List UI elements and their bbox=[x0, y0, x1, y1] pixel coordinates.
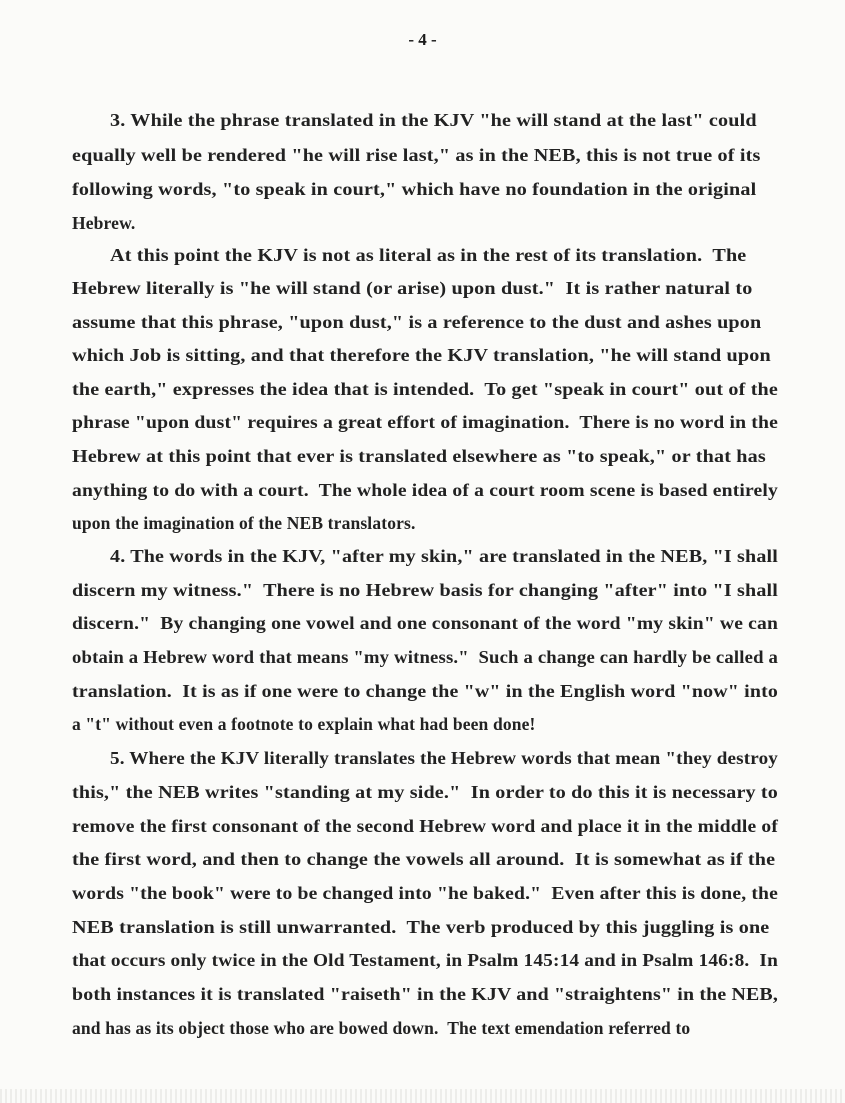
text-line: phrase "upon dust" requires a great effort of imagination. There is no word in the bbox=[72, 412, 778, 432]
text-line: a "t" without even a footnote to explain what had been done! bbox=[72, 714, 536, 734]
text-line: the earth," expresses the idea that is intended. To get "speak in court" out of the bbox=[72, 379, 778, 399]
text-line: which Job is sitting, and that therefore the KJV translation, "he will stand upon bbox=[72, 345, 771, 365]
text-line: anything to do with a court. The whole idea of a court room scene is based entirely bbox=[72, 480, 779, 500]
text-line: that occurs only twice in the Old Testament, in Psalm 145:14 and in Psalm 146:8. In bbox=[72, 950, 779, 970]
text-line: At this point the KJV is not as literal as in the rest of its translation. The bbox=[110, 245, 747, 265]
text-line: equally well be rendered "he will rise last," as in the NEB, this is not true of its bbox=[72, 145, 761, 165]
text-line: upon the imagination of the NEB translators. bbox=[72, 513, 416, 533]
text-line: discern my witness." There is no Hebrew basis for changing "after" into "I shall bbox=[72, 580, 778, 600]
text-line: assume that this phrase, "upon dust," is a reference to the dust and ashes upon bbox=[72, 312, 762, 332]
text-line: Hebrew. bbox=[72, 213, 136, 233]
text-line: discern." By changing one vowel and one consonant of the word "my skin" we can bbox=[72, 613, 778, 633]
text-line: NEB translation is still unwarranted. The verb produced by this juggling is one bbox=[72, 917, 770, 937]
text-line: obtain a Hebrew word that means "my witness." Such a change can hardly be called a bbox=[72, 647, 778, 667]
text-line: remove the first consonant of the second Hebrew word and place it in the middle of bbox=[72, 816, 778, 836]
text-line: words "the book" were to be changed into "he baked." Even after this is done, the bbox=[72, 883, 778, 903]
text-line: both instances it is translated "raiseth" in the KJV and "straightens" in the NEB, bbox=[72, 984, 779, 1004]
text-line: 4. The words in the KJV, "after my skin," are translated in the NEB, "I shall bbox=[110, 546, 778, 566]
text-line: this," the NEB writes "standing at my side." In order to do this it is necessary to bbox=[72, 782, 778, 802]
page-number: - 4 - bbox=[408, 30, 437, 49]
text-line: translation. It is as if one were to change the "w" in the English word "now" into bbox=[72, 681, 778, 701]
text-line: 5. Where the KJV literally translates the Hebrew words that mean "they destroy bbox=[110, 748, 778, 768]
text-line: and has as its object those who are bowed down. The text emendation referred to bbox=[72, 1018, 691, 1038]
text-line: Hebrew at this point that ever is translated elsewhere as "to speak," or that has bbox=[72, 446, 766, 466]
text-line: Hebrew literally is "he will stand (or arise) upon dust." It is rather natural to bbox=[72, 278, 753, 298]
text-line: the first word, and then to change the vowels all around. It is somewhat as if the bbox=[72, 849, 776, 869]
text-line: following words, "to speak in court," which have no foundation in the original bbox=[72, 179, 757, 199]
scan-noise bbox=[0, 1089, 845, 1103]
text-line: 3. While the phrase translated in the KJV "he will stand at the last" could bbox=[110, 110, 757, 130]
